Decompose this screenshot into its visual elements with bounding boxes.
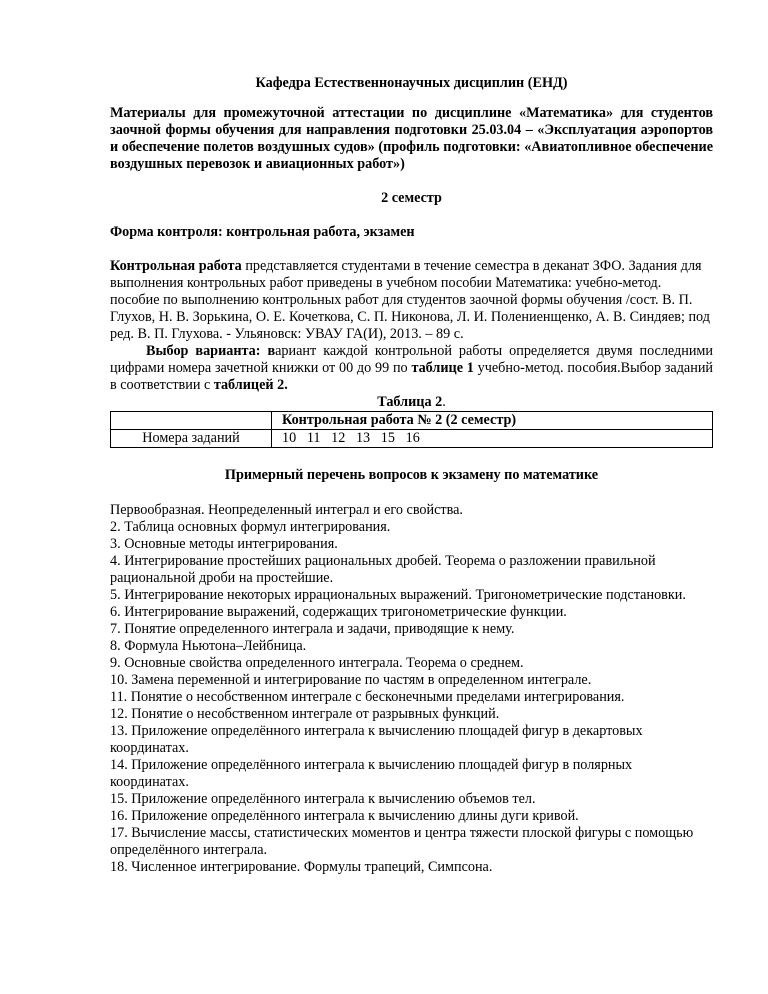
- list-item: 12. Понятие о несобственном интеграле от разрывных функций.: [110, 706, 500, 722]
- list-item: 17. Вычисление массы, статистических моментов и центра тяжести плоской фигуры с помощью определённого интеграла.: [110, 825, 694, 858]
- control-work-paragraph: [110, 258, 713, 343]
- variant-bold-1: таблице 1: [411, 360, 474, 376]
- table-row-label: Номера заданий: [111, 430, 272, 448]
- control-work-text: представляется студентами в течение семестра в деканат ЗФО. Задания для выполнения контрольных работ приведены в учебном пособии Математика: учебно-метод. пособие по выполнению контрольных работ для студентов заочной формы обучения /сост. В. П. Глухов, Н. В. Зорькина, О. Е. Кочеткова, С. П. Никонова, Л. И. Полениенщенко, А. В. Синдяев; под ред. В. П. Глухова. - Ульяновск: УВАУ ГА(И), 2013. – 89 с.: [110, 258, 710, 342]
- table-row-value: 10 11 12 13 15 16: [272, 430, 713, 448]
- semester-heading: 2 семестр: [381, 190, 442, 206]
- control-work-lead: Контрольная работа: [110, 258, 242, 274]
- table-header: Контрольная работа № 2 (2 семестр): [272, 412, 713, 430]
- table-caption-dot: .: [442, 394, 446, 410]
- exam-questions-title: Примерный перечень вопросов к экзамену по математике: [224, 467, 599, 483]
- list-item: 15. Приложение определённого интеграла к вычислению объемов тел.: [110, 791, 536, 807]
- variant-bold-2: таблицей 2.: [213, 377, 288, 393]
- exam-questions-list: [110, 502, 713, 876]
- list-item: 3. Основные методы интегрирования.: [110, 536, 338, 552]
- variant-text-2: учебно-метод. пособия.Выбор заданий в соответствии с: [110, 360, 713, 393]
- materials-heading: Материалы для промежуточной аттестации по дисциплине «Математика» для студентов заочной формы обучения для направления подготовки 25.03.04 – «Эксплуатация аэропортов и обеспечение полетов воздушных судов» (профиль подготовки: «Авиатопливное обеспечение воздушных перевозок и авиационных работ»): [110, 105, 713, 172]
- variant-lead: Выбор варианта: в: [146, 343, 276, 359]
- variant-paragraph: [110, 343, 713, 394]
- list-item: 5. Интегрирование некоторых иррациональных выражений. Тригонометрические подстановки.: [110, 587, 686, 603]
- variant-text-1: ариант каждой контрольной работы определяется двумя последними цифрами номера зачетной книжки от 00 до 99 по: [110, 343, 713, 376]
- list-item: 2. Таблица основных формул интегрирования.: [110, 519, 391, 535]
- department-heading: Кафедра Естественнонаучных дисциплин (ЕНД): [255, 75, 568, 91]
- list-item: 18. Численное интегрирование. Формулы трапеций, Симпсона.: [110, 859, 493, 875]
- control-form-heading: Форма контроля: контрольная работа, экзамен: [110, 224, 415, 240]
- list-item: 7. Понятие определенного интеграла и задачи, приводящие к нему.: [110, 621, 515, 637]
- list-item: 13. Приложение определённого интеграла к вычислению площадей фигур в декартовых координатах.: [110, 723, 643, 756]
- table-header-empty: [111, 412, 272, 430]
- list-item: 6. Интегрирование выражений, содержащих тригонометрические функции.: [110, 604, 567, 620]
- list-item: 10. Замена переменной и интегрирование по частям в определенном интеграле.: [110, 672, 592, 688]
- list-item: 8. Формула Ньютона–Лейбница.: [110, 638, 307, 654]
- list-item: Первообразная. Неопределенный интеграл и его свойства.: [110, 502, 463, 518]
- list-item: 16. Приложение определённого интеграла к вычислению длины дуги кривой.: [110, 808, 579, 824]
- list-item: 9. Основные свойства определенного интеграла. Теорема о среднем.: [110, 655, 524, 671]
- table-caption-bold: Таблица 2: [377, 394, 443, 410]
- tasks-table: [110, 411, 713, 448]
- list-item: 14. Приложение определённого интеграла к вычислению площадей фигур в полярных координатах.: [110, 757, 633, 790]
- table-caption: [110, 394, 713, 411]
- list-item: 4. Интегрирование простейших рациональных дробей. Теорема о разложении правильной рациональной дроби на простейшие.: [110, 553, 656, 586]
- list-item: 11. Понятие о несобственном интеграле с бесконечными пределами интегрирования.: [110, 689, 625, 705]
